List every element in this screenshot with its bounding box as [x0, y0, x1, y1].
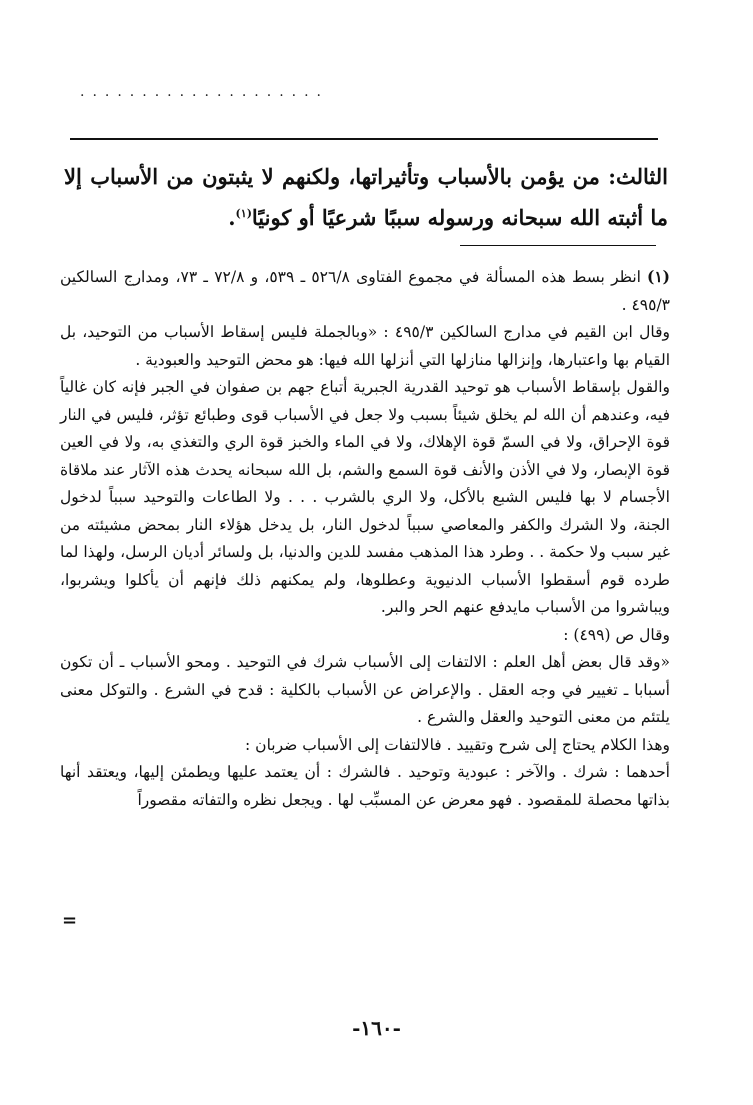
footnote-line: وقال ص (٤٩٩) :: [563, 625, 670, 644]
decorative-dotted-line: ....................: [80, 84, 330, 100]
footnote-block: [60, 263, 670, 814]
page-number: -١٦٠-: [352, 1016, 401, 1040]
footnote-line: وقال ابن القيم في مدارج السالكين ٤٩٥/٣ : «وبالجملة فليس إسقاط الأسباب من التوحيد، بل القيام بها واعتبارها، وإنزالها منازلها التي أنزلها الله فيها: هو محض التوحيد والعبودية .: [60, 323, 670, 369]
footnote-number: (١): [647, 267, 671, 286]
footnote-line: أحدهما : شرك . والآخر : عبودية وتوحيد . فالشرك : أن يعتمد عليها ويطمئن إليها، ويعتقد أنها بذاتها محصلة للمقصود . فهو معرض عن المسبِّب لها . ويجعل نظره والتفاته مقصوراً: [60, 763, 670, 809]
footnote-separator: [460, 245, 656, 246]
header-rule: [70, 138, 658, 140]
continuation-mark: =: [62, 910, 78, 931]
footnote-line: «وقد قال بعض أهل العلم : الالتفات إلى الأسباب شرك في التوحيد . ومحو الأسباب ـ أن تكون أسبابا ـ تغيير في وجه العقل . والإعراض عن الأسباب بالكلية : قدح في الشرع . والتوكل معنى يلتئم من معنى التوحيد والعقل والشرع .: [60, 653, 670, 726]
footnote-line: والقول بإسقاط الأسباب هو توحيد القدرية الجبرية أتباع جهم بن صفوان في الجبر فإنه كان غالياً فيه، وعندهم أن الله لم يخلق شيئاً بسبب ولا جعل في الأسباب قوى وطبائع تؤثر، فليس في النار قوة الإحراق، ولا في السمّ قوة الإهلاك، ولا في الماء والخبز قوة الري والتغذي به، ولا في العين قوة الإبصار، ولا في الأذن والأنف قوة السمع والشم، بل الله سبحانه يحدث هذه الآثار عند ملاقاة الأجسام لا بها فليس الشبع بالأكل، ولا الري بالشرب . . . ولا الطاعات والتوحيد سبباً لدخول الجنة، ولا الشرك والكفر والمعاصي سبباً لدخول النار، بل يدخل هؤلاء النار بمحض مشيئته من غير سبب ولا حكمة . . وطرد هذا المذهب مفسد للدين والدنيا، بل ولسائر أديان الرسل، ولهذا لما طرده قوم أسقطوا الأسباب الدنيوية وعطلوها، ولم يمكنهم ذلك فإنهم أن يأكلوا ويشربوا، ويباشروا من الأسباب مايدفع عنهم الحر والبر.: [60, 378, 670, 616]
paragraph-body: : من يؤمن بالأسباب وتأثيراتها، ولكنهم لا يثبتون من الأسباب إلا ما أثبته الله سبحانه ورسوله سببًا شرعيًا أو كونيًا: [64, 164, 668, 230]
main-paragraph: [64, 158, 668, 236]
footnote-line: وهذا الكلام يحتاج إلى شرح وتقييد . فالالتفات إلى الأسباب ضربان :: [245, 735, 670, 754]
paragraph-lead-word: الثالث: [616, 164, 668, 189]
paragraph-end: .: [228, 205, 236, 230]
footnote-reference: (١): [235, 207, 252, 220]
footnote-line: (١)انظر بسط هذه المسألة في مجموع الفتاوى ٥٢٦/٨ ـ ٥٣٩، و ٧٢/٨ ـ ٧٣، ومدارج السالكين ٤٩٥/٣ .: [60, 267, 671, 314]
